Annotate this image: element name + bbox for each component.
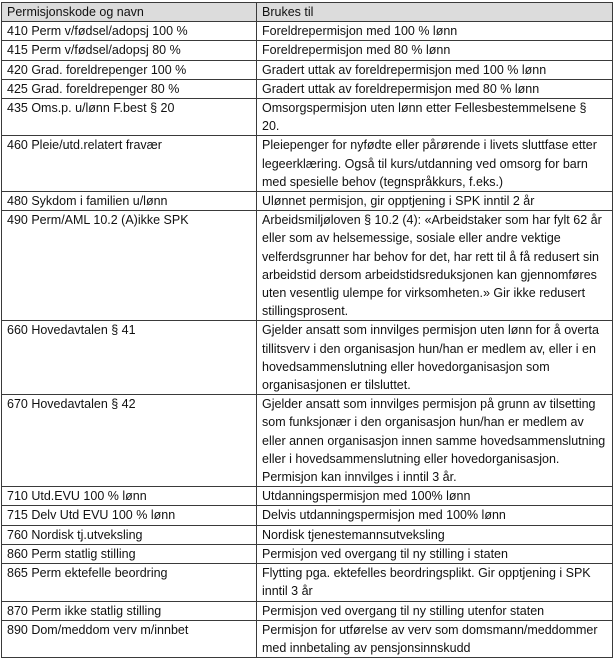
leave-use-cell: Ulønnet permisjon, gir opptjening i SPK inntil 2 år (257, 192, 613, 211)
leave-code-cell: 715 Delv Utd EVU 100 % lønn (2, 506, 257, 525)
table-row (2, 79, 613, 98)
table-row (2, 564, 613, 601)
leave-code-cell: 435 Oms.p. u/lønn F.best § 20 (2, 99, 257, 136)
leave-use-cell: Gjelder ansatt som innvilges permisjon uten lønn for å overta tillitsverv i den organisasjon hun/han er medlem av, eller i en hovedsammenslutning eller hovedorganisasjon som organisasjonen er tilsluttet. (257, 321, 613, 395)
table-row (2, 192, 613, 211)
table-row (2, 525, 613, 544)
leave-use-cell: Permisjon ved overgang til ny stilling utenfor staten (257, 601, 613, 620)
leave-use-cell: Permisjon ved overgang til ny stilling i staten (257, 544, 613, 563)
leave-use-cell: Omsorgspermisjon uten lønn etter Fellesbestemmelsene § 20. (257, 99, 613, 136)
leave-code-cell: 490 Perm/AML 10.2 (A)ikke SPK (2, 211, 257, 321)
leave-code-cell: 660 Hovedavtalen § 41 (2, 321, 257, 395)
leave-code-cell: 865 Perm ektefelle beordring (2, 564, 257, 601)
leave-code-cell: 670 Hovedavtalen § 42 (2, 395, 257, 487)
table-row (2, 136, 613, 192)
table-row (2, 211, 613, 321)
table-row (2, 620, 613, 657)
table-row (2, 506, 613, 525)
table-row (2, 60, 613, 79)
leave-code-cell: 425 Grad. foreldrepenger 80 % (2, 79, 257, 98)
leave-use-cell: Pleiepenger for nyfødte eller pårørende i livets sluttfase etter legeerklæring. Også til kurs/utdanning ved omsorg for barn med spesielle behov (tegnspråkkurs, f.eks.) (257, 136, 613, 192)
table-row (2, 22, 613, 41)
table-row (2, 395, 613, 487)
leave-code-cell: 420 Grad. foreldrepenger 100 % (2, 60, 257, 79)
leave-codes-table (1, 2, 613, 658)
table-row (2, 544, 613, 563)
table-header-row (2, 3, 613, 22)
table-row (2, 99, 613, 136)
leave-use-cell: Gjelder ansatt som innvilges permisjon på grunn av tilsetting som funksjonær i den organisasjon hun/han er medlem av eller annen organisasjon innen samme hovedsammenslutning eller i hovedsammenslutning eller hovedorganisasjon. Permisjon kan innvilges i inntil 3 år. (257, 395, 613, 487)
leave-code-cell: 710 Utd.EVU 100 % lønn (2, 487, 257, 506)
leave-use-cell: Gradert uttak av foreldrepermisjon med 100 % lønn (257, 60, 613, 79)
leave-code-cell: 760 Nordisk tj.utveksling (2, 525, 257, 544)
leave-use-cell: Arbeidsmiljøloven § 10.2 (4): «Arbeidstaker som har fylt 62 år eller som av helsemessige, sosiale eller andre vektige velferdsgrunner har behov for det, har rett til å få redusert sin arbeidstid dersom arbeidstidsreduksjonen kan gjennomføres uten vesentlig ulempe for virksomheten.» Gir ikke redusert stillingsprosent. (257, 211, 613, 321)
leave-use-cell: Delvis utdanningspermisjon med 100% lønn (257, 506, 613, 525)
leave-use-cell: Utdanningspermisjon med 100% lønn (257, 487, 613, 506)
leave-use-cell: Flytting pga. ektefelles beordringsplikt. Gir opptjening i SPK inntil 3 år (257, 564, 613, 601)
leave-use-cell: Nordisk tjenestemannsutveksling (257, 525, 613, 544)
leave-use-cell: Foreldrepermisjon med 100 % lønn (257, 22, 613, 41)
table-row (2, 601, 613, 620)
leave-code-cell: 480 Sykdom i familien u/lønn (2, 192, 257, 211)
table-row (2, 321, 613, 395)
leave-code-cell: 860 Perm statlig stilling (2, 544, 257, 563)
table-row (2, 41, 613, 60)
column-header-code: Permisjonskode og navn (2, 3, 257, 22)
leave-code-cell: 460 Pleie/utd.relatert fravær (2, 136, 257, 192)
leave-code-cell: 410 Perm v/fødsel/adopsj 100 % (2, 22, 257, 41)
leave-use-cell: Foreldrepermisjon med 80 % lønn (257, 41, 613, 60)
leave-code-cell: 870 Perm ikke statlig stilling (2, 601, 257, 620)
leave-use-cell: Gradert uttak av foreldrepermisjon med 80 % lønn (257, 79, 613, 98)
column-header-use: Brukes til (257, 3, 613, 22)
leave-code-cell: 890 Dom/meddom verv m/innbet (2, 620, 257, 657)
table-row (2, 487, 613, 506)
leave-code-cell: 415 Perm v/fødsel/adopsj 80 % (2, 41, 257, 60)
leave-use-cell: Permisjon for utførelse av verv som domsmann/meddommer med innbetaling av pensjonsinnskudd (257, 620, 613, 657)
